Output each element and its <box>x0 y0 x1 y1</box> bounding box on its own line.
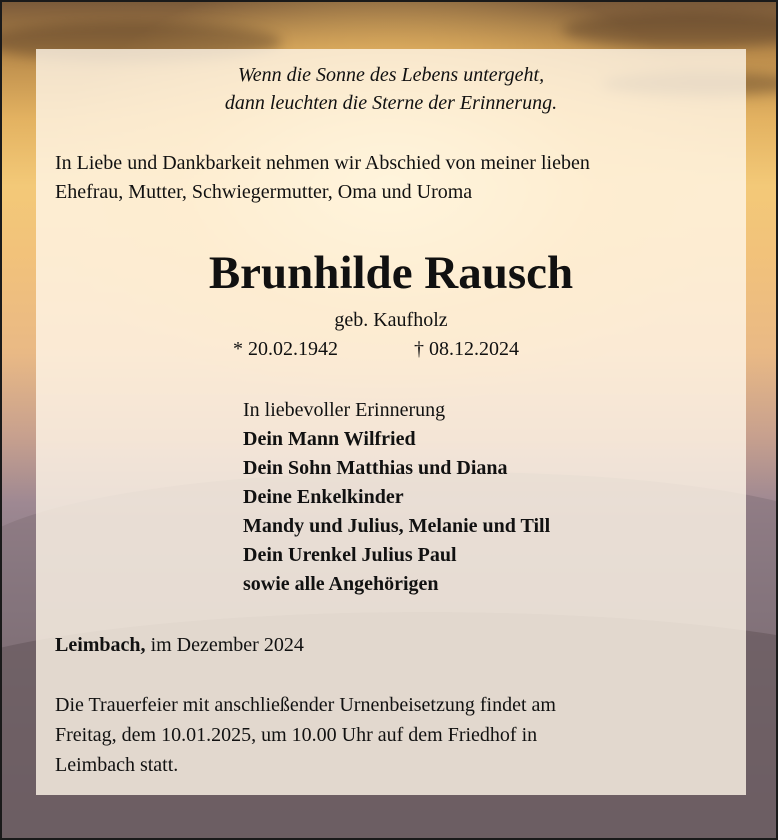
intro-line: Ehefrau, Mutter, Schwiegermutter, Oma und Uroma <box>55 181 473 203</box>
mourner-line: sowie alle Angehörigen <box>243 573 439 595</box>
mourner-line: Mandy und Julius, Melanie und Till <box>243 515 551 537</box>
ceremony-line: Die Trauerfeier mit anschließender Urnenbeisetzung findet am <box>55 694 556 716</box>
cloud-decoration <box>562 12 778 48</box>
place-date <box>55 631 735 660</box>
motto-line: Wenn die Sonne des Lebens untergeht, <box>237 64 545 86</box>
intro-line: In Liebe und Dankbarkeit nehmen wir Abschied von meiner lieben <box>55 152 590 174</box>
mourners-list <box>243 396 723 599</box>
notice-date: im Dezember 2024 <box>150 634 304 656</box>
ceremony-info <box>55 690 735 780</box>
deceased-name: Brunhilde Rausch <box>208 247 574 299</box>
mourner-line: Deine Enkelkinder <box>243 486 404 508</box>
intro-text <box>55 149 735 207</box>
ceremony-line: Freitag, dem 10.01.2025, um 10.00 Uhr auf dem Friedhof in <box>55 724 538 746</box>
mourners-heading: In liebevoller Erinnerung <box>243 399 446 421</box>
town-name: Leimbach, <box>55 634 146 656</box>
motto-line: dann leuchten die Sterne der Erinnerung. <box>224 92 558 114</box>
text-panel <box>36 49 746 795</box>
ceremony-line: Leimbach statt. <box>55 754 179 776</box>
mourner-line: Dein Mann Wilfried <box>243 428 416 450</box>
birth-name: geb. Kaufholz <box>334 309 448 331</box>
motto <box>36 61 746 117</box>
mourner-line: Dein Sohn Matthias und Diana <box>243 457 508 479</box>
mourner-line: Dein Urenkel Julius Paul <box>243 544 457 566</box>
birth-date: * 20.02.1942 <box>233 338 338 360</box>
death-date: † 08.12.2024 <box>414 338 519 360</box>
